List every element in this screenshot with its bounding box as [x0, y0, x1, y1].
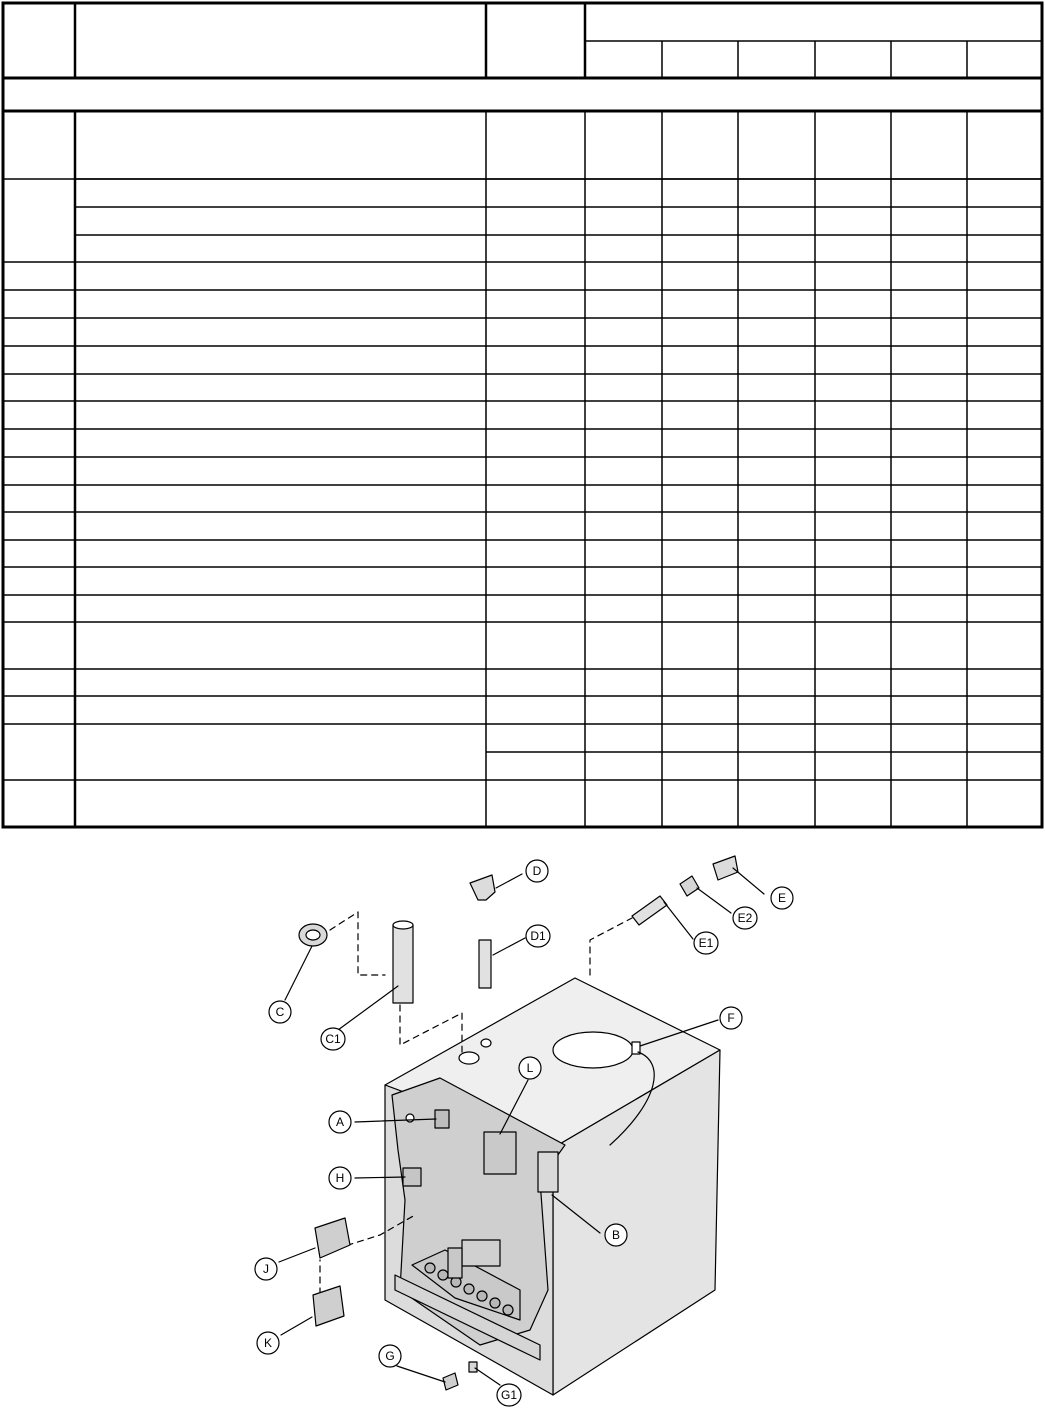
callout-label: L: [526, 1061, 534, 1075]
callout-label: J: [263, 1262, 269, 1276]
callout-label: B: [611, 1228, 621, 1242]
callout-label: F: [727, 1011, 735, 1025]
callout-label: E: [777, 891, 787, 905]
callout-a: [329, 1111, 351, 1133]
water-heater-cabinet: [385, 978, 720, 1395]
callout-d1: [526, 925, 550, 947]
callout-label: E1: [698, 936, 714, 950]
callout-c1: [321, 1028, 345, 1050]
callout-g1: [497, 1384, 521, 1406]
callout-e: [771, 887, 793, 909]
callout-j: [255, 1258, 277, 1280]
callout-e2: [733, 907, 757, 929]
callout-l: [519, 1057, 541, 1079]
callout-label: G1: [500, 1388, 518, 1402]
callout-e1: [694, 932, 718, 954]
callout-label: D1: [530, 929, 546, 943]
callout-k: [257, 1332, 279, 1354]
callout-label: C: [275, 1005, 285, 1019]
callout-d: [526, 860, 548, 882]
callout-g: [379, 1345, 401, 1367]
callout-c: [269, 1001, 291, 1023]
callout-b: [605, 1224, 627, 1246]
callout-label: G: [385, 1349, 395, 1363]
callout-label: A: [335, 1115, 345, 1129]
callout-label: E2: [737, 911, 753, 925]
callout-label: D: [532, 864, 542, 878]
callout-h: [329, 1167, 351, 1189]
callout-label: H: [335, 1171, 345, 1185]
callout-f: [720, 1007, 742, 1029]
callout-label: K: [263, 1336, 273, 1350]
callout-label: C1: [325, 1032, 341, 1046]
